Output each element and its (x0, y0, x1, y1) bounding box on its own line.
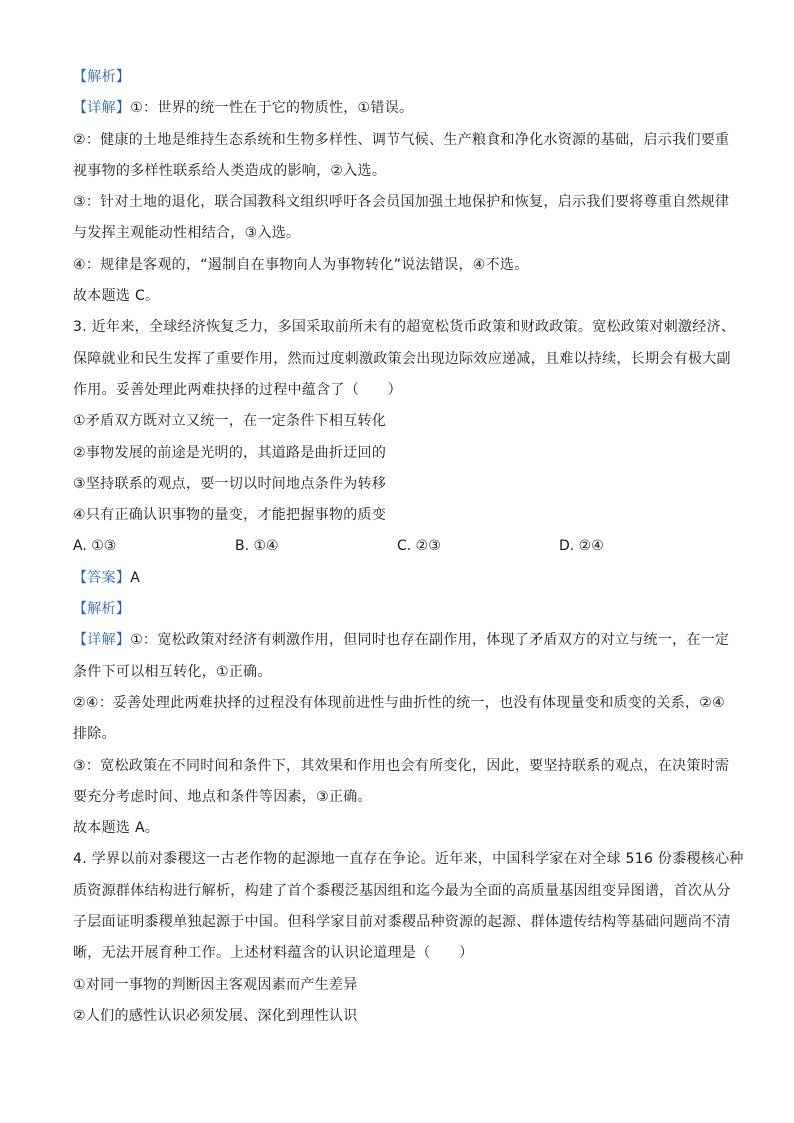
analysis-item-4-line-1: ④：规律是客观的，“遏制自在事物向人为事物转化”说法错误，④不选。 (73, 256, 529, 273)
choice-c: C. ②③ (397, 538, 441, 555)
detail-line-2: 条件下可以相互转化，①正确。 (73, 663, 272, 680)
question-4-option-1: ①对同一事物的判断因主客观因素而产生差异 (73, 976, 358, 993)
question-3-stem-line-2: 保障就业和民生发挥了重要作用，然而过度刺激政策会出现边际效应递减，且难以持续，长期会有极大副 (73, 350, 731, 367)
question-3-option-2: ②事物发展的前途是光明的，其道路是曲折迂回的 (73, 444, 387, 461)
question-4-stem-line-2: 质资源群体结构进行解析，构建了首个黍稷泛基因组和迄今最为全面的高质量基因组变异图谱，首次从分 (73, 882, 731, 899)
choice-b: B. ①④ (235, 538, 279, 555)
analysis-item-2-line-2: 视事物的多样性联系给人类造成的影响，②入选。 (73, 162, 387, 179)
analysis-item-2-line-1: ②：健康的土地是维持生态系统和生物多样性、调节气候、生产粮食和净化水资源的基础，启示我们要重 (73, 131, 730, 148)
analysis-tag: 【解析】 (73, 69, 131, 85)
question-3-option-3: ③坚持联系的观点，要一切以时间地点条件为转移 (73, 475, 387, 492)
question-3-option-1: ①矛盾双方既对立又统一，在一定条件下相互转化 (73, 413, 387, 430)
analysis-item-24-line-2: 排除。 (73, 726, 116, 743)
analysis-item-24-line-1: ②④：妥善处理此两难抉择的过程没有体现前进性与曲折性的统一，也没有体现量变和质变的关系，②④ (73, 694, 725, 711)
answer-line: 【答案】A (73, 569, 141, 586)
conclusion: 故本题选 C。 (73, 288, 160, 305)
detail-line: 【详解】①：宽松政策对经济有刺激作用，但同时也存在副作用，体现了矛盾双方的对立与统一，在一定 (73, 632, 730, 649)
detail-line: 【详解】①：世界的统一性在于它的物质性，①错误。 (73, 100, 414, 117)
analysis-item-3-line-1: ③：针对土地的退化，联合国教科文组织呼吁各会员国加强土地保护和恢复，启示我们要将尊重自然规律 (73, 194, 730, 211)
choice-d: D. ②④ (559, 538, 604, 555)
question-3-choices (73, 531, 733, 562)
conclusion: 故本题选 A。 (73, 820, 160, 837)
question-4-stem-line-1: 4. 学界以前对黍稷这一古老作物的起源地一直存在争论。近年来，中国科学家在对全球 516 份黍稷核心种 (73, 851, 744, 868)
analysis-item-3-line-2: 与发挥主观能动性相结合，③入选。 (73, 225, 301, 242)
analysis-item-3-line-1: ③：宽松政策在不同时间和条件下，其效果和作用也会有所变化，因此，要坚持联系的观点，在决策时需 (73, 757, 730, 774)
question-4-option-2: ②人们的感性认识必须发展、深化到理性认识 (73, 1007, 358, 1024)
document-page (73, 62, 744, 1032)
question-4-stem-line-3: 子层面证明黍稷单独起源于中国。但科学家目前对黍稷品种资源的起源、群体遗传结构等基础问题尚不清 (73, 914, 731, 931)
analysis-item-3-line-2: 要充分考虑时间、地点和条件等因素，③正确。 (73, 788, 372, 805)
question-3-stem-line-3: 作用。妥善处理此两难抉择的过程中蕴含了（ ） (73, 381, 402, 398)
analysis-tag: 【解析】 (73, 601, 131, 618)
choice-a: A. ①③ (73, 538, 117, 555)
question-4-stem-line-4: 晰，无法开展育种工作。上述材料蕴含的认识论道理是（ ） (73, 945, 474, 962)
question-3-stem-line-1: 3. 近年来，全球经济恢复乏力，多国采取前所未有的超宽松货币政策和财政政策。宽松政策对刺激经济、 (73, 319, 736, 336)
question-3-option-4: ④只有正确认识事物的量变，才能把握事物的质变 (73, 507, 387, 524)
